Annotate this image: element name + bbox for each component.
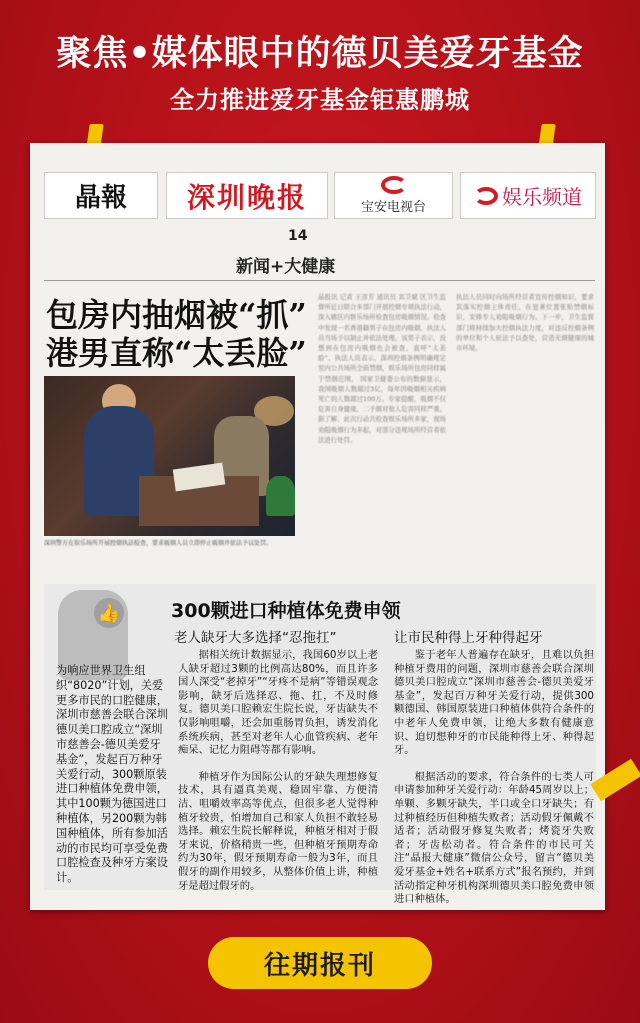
ad-title: 300颗进口种植体免费申领 (171, 600, 401, 622)
logo-entertainment-text: 娱乐频道 (502, 185, 582, 209)
article-headline (46, 296, 318, 372)
ad-intro-text: 为响应世界卫生组织“8020”计划，关爱更多市民的口腔健康，深圳市慈善会联合深圳德贝美口腔成立“深圳市慈善会-德贝美爱牙基金”，发起百万种牙关爱行动，300颗原装进口种植体免费申领，其中100颗为德国进口种植体，另200颗为韩国种植体，所有参加活动的市民均可享受免费口腔检查及种牙方案设计。 (56, 664, 168, 885)
logo-entertainment-channel (460, 172, 596, 219)
section-divider (44, 280, 595, 281)
ad-middle-paragraph-1: 据相关统计数据显示，我国60岁以上老人缺牙超过3颗的比例高达80%，而且许多国人深受“老掉牙”“牙疼不是病”等错误观念影响，缺牙后选择忍、拖、扛，不及时修复。德贝美口腔赖宏生院长说，牙齿缺失不仅影响咀嚼，还会加重肠胃负担，诱发消化系统疾病，甚至对老年人心血管疾病、老年痴呆、记忆力阻碍等都有影响。 (178, 649, 378, 757)
ad-right-paragraph-2: 根据活动的要求，符合条件的七类人可申请参加种牙关爱行动：年龄45周岁以上；单颗、多颗牙缺失，半口或全口牙缺失；有过种植经历但种植失败者；活动假牙佩戴不适者；活动假牙修复失败者；烤瓷牙失败者；牙齿松动者。符合条件的市民可关注“晶报大健康”微信公众号，留言“德贝美爱牙基金+姓名+联系方式”报名预约，并到活动指定种牙机构深圳德贝美口腔免费申领进口种植体。 (394, 770, 594, 906)
baoan-tv-swirl-icon (381, 176, 407, 194)
entertainment-swirl-icon (474, 187, 498, 205)
ad-column-right (394, 649, 594, 907)
page-title: 聚焦•媒体眼中的德贝美爱牙基金 (56, 34, 584, 74)
ad-subtitle-left: 老人缺牙大多选择“忍拖扛” (174, 630, 337, 646)
newspaper-page-number: 14 (288, 228, 308, 244)
logo-baoan-tv (334, 172, 453, 219)
article-column-1-text: 晶报讯 记者 王彦芳 通讯员 宾卫斌 区卫生监督所近日联合多部门开展控烟专项执法行动，深入辖区内娱乐场所检查包房吸烟情况。检查中发现一名香港籍男子在包房内吸烟，执法人员当场予以制止并依法处理。该男子表示，没想到在包房内吸烟也会被查，直呼“太丢脸”。执法人员表示，深圳控烟条例明确规定室内公共场所全面禁烟，娱乐场所包房同样属于禁烟范围。 (318, 293, 446, 383)
article-column-2-text: 国家卫健委公布的数据显示，我国吸烟人数超过3亿，每年因吸烟相关疾病死亡的人数超过100万。专家提醒，吸烟不仅危害自身健康，二手烟对他人危害同样严重。据了解，此次行动共检查娱乐场所多家，现场劝阻吸烟行为多起，对部分违规场所经营者依法进行处罚。 (318, 374, 446, 444)
thumbs-up-icon: 👍 (94, 598, 124, 628)
ad-middle-paragraph-2: 种植牙作为国际公认的牙缺失理想修复技术，具有逼真美观、稳固牢靠、方便清洁、咀嚼效率高等优点，但很多老人觉得种植牙较贵，怕增加自己和家人负担不敢轻易选择。赖宏生院长解释说，种植牙相对于假牙来说，价格稍贵一些，但种植牙预期寿命约为30年，假牙预期寿命一般为3年，而且假牙的副作用较多，从整体价值上讲，种植牙是超过假牙的。 (178, 770, 378, 892)
ad-subtitle-right: 让市民种得上牙种得起牙 (394, 630, 543, 646)
ad-right-paragraph-1: 鉴于老年人普遍存在缺牙，且难以负担种植牙费用的问题，深圳市慈善会联合深圳德贝美口腔成立“深圳市慈善会-德贝美爱牙基金”，发起百万种牙关爱行动，提供300颗德国、韩国原装进口种植体供符合条件的中老年人免费申领，让绝大多数有健康意识、迫切想种牙的市民能种得上牙、种得起牙。 (394, 649, 594, 757)
headline-line-2: 港男直称“太丢脸” (46, 334, 307, 372)
past-issues-button[interactable]: 往期报刊 (208, 937, 432, 989)
ad-column-middle (178, 649, 378, 893)
photo-plant (266, 476, 295, 516)
logo-jingbao-text: 晶報 (74, 183, 127, 213)
headline-line-1: 包房内抽烟被“抓” (46, 296, 307, 334)
logo-shenzhen-evening-text: 深圳晚报 (186, 180, 307, 214)
page-subtitle: 全力推进爱牙基金钜惠鹏城 (170, 86, 470, 114)
logo-jingbao (44, 172, 158, 219)
article-column-1 (318, 292, 446, 576)
photo-caption: 深圳警方在娱乐场所开展控烟执法检查，要求吸烟人员立即停止吸烟并依法予以处罚。 (44, 540, 273, 547)
newspaper-section: 新闻+大健康 (236, 257, 336, 277)
logo-baoan-tv-text: 宝安电视台 (360, 200, 426, 215)
article-photo (44, 376, 295, 536)
article-column-3 (456, 292, 594, 576)
logo-shenzhen-evening-news (166, 172, 328, 219)
article-column-3-text: 执法人员同时向场所经营者宣传控烟知识，要求其落实控烟主体责任，在显著位置张贴禁烟标识，安排专人劝阻吸烟行为。下一步，卫生监督部门将持续加大控烟执法力度，对违反控烟条例的单位和个人依法予以查处，营造无烟健康的城市环境。 (456, 293, 594, 353)
